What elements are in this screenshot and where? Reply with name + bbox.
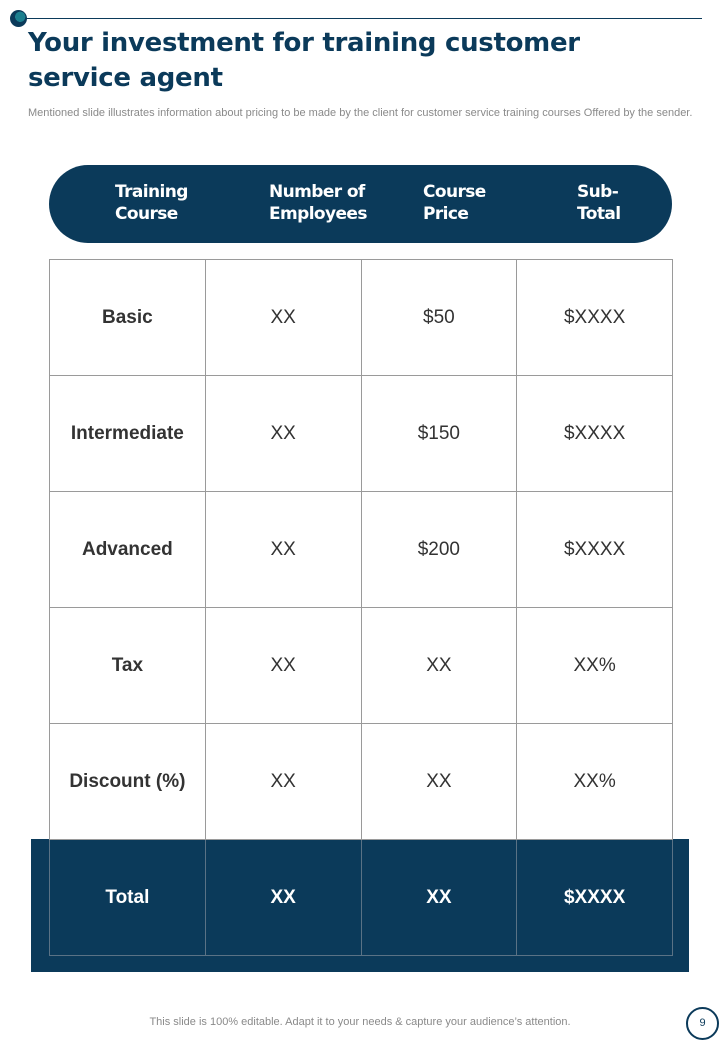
cell-subtotal: $XXXX bbox=[517, 260, 673, 376]
total-subtotal: $XXXX bbox=[517, 840, 673, 956]
total-price: XX bbox=[361, 840, 517, 956]
cell-employees: XX bbox=[205, 492, 361, 608]
header-dot-icon bbox=[10, 10, 27, 27]
cell-subtotal: $XXXX bbox=[517, 492, 673, 608]
cell-employees: XX bbox=[205, 608, 361, 724]
header-sub-total: Sub- Total bbox=[577, 182, 621, 224]
cell-price: $200 bbox=[361, 492, 517, 608]
header-course-price: Course Price bbox=[423, 182, 486, 224]
cell-course: Discount (%) bbox=[50, 724, 206, 840]
cell-price: $150 bbox=[361, 376, 517, 492]
cell-price: $50 bbox=[361, 260, 517, 376]
table-row bbox=[50, 608, 673, 724]
cell-employees: XX bbox=[205, 724, 361, 840]
footer-note: This slide is 100% editable. Adapt it to your needs & capture your audience’s attention. bbox=[149, 1016, 571, 1028]
cell-subtotal: XX% bbox=[517, 608, 673, 724]
cell-course: Intermediate bbox=[50, 376, 206, 492]
page-subtitle: Mentioned slide illustrates information about pricing to be made by the client for customer service training courses Offered by the sender. bbox=[28, 107, 693, 119]
cell-employees: XX bbox=[205, 376, 361, 492]
page-number-badge: 9 bbox=[686, 1007, 719, 1040]
table-header-pill bbox=[49, 165, 672, 243]
cell-subtotal: $XXXX bbox=[517, 376, 673, 492]
cell-course: Advanced bbox=[50, 492, 206, 608]
table-row bbox=[50, 260, 673, 376]
total-row bbox=[50, 840, 673, 956]
cell-price: XX bbox=[361, 724, 517, 840]
pricing-table bbox=[49, 259, 673, 956]
table-row bbox=[50, 724, 673, 840]
table-row bbox=[50, 492, 673, 608]
header-training-course: Training Course bbox=[115, 182, 188, 224]
total-employees: XX bbox=[205, 840, 361, 956]
header-number-of-employees: Number of Employees bbox=[269, 182, 367, 224]
cell-course: Tax bbox=[50, 608, 206, 724]
total-label: Total bbox=[50, 840, 206, 956]
cell-subtotal: XX% bbox=[517, 724, 673, 840]
cell-price: XX bbox=[361, 608, 517, 724]
table-row bbox=[50, 376, 673, 492]
header-rule bbox=[18, 18, 702, 19]
cell-course: Basic bbox=[50, 260, 206, 376]
cell-employees: XX bbox=[205, 260, 361, 376]
page-title: Your investment for training customer service agent bbox=[28, 28, 580, 93]
